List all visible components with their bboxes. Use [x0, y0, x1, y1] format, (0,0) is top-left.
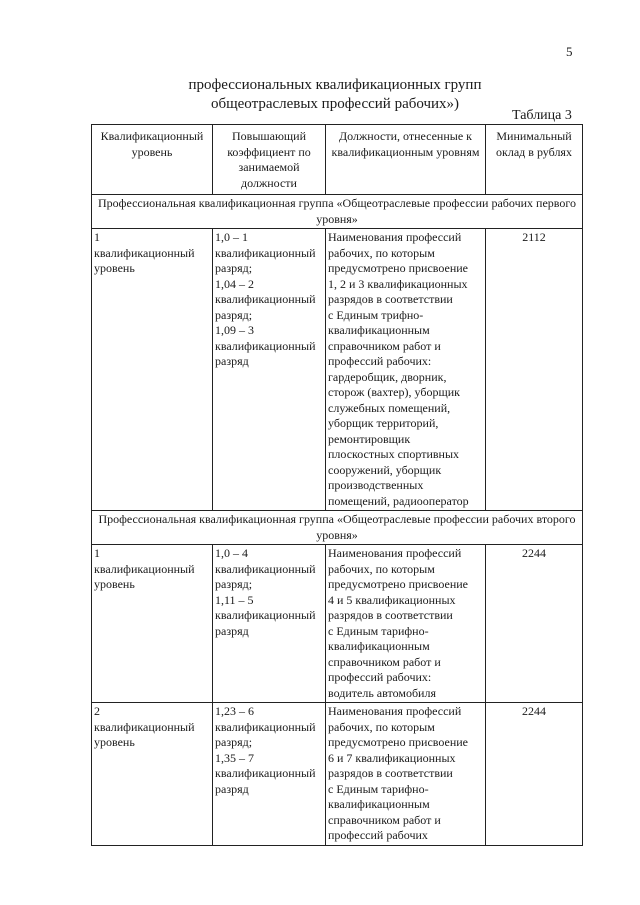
heading-line-1: профессиональных квалификационных групп [188, 77, 482, 93]
coefficient-text-line: квалификационный [215, 245, 316, 260]
coefficient-text-line: 1,23 – 6 [215, 704, 254, 718]
positions-text-line: 6 и 7 квалификационных [328, 750, 456, 765]
coefficient-text-line: квалификационный [215, 338, 316, 353]
positions-text-line: справочником работ и [328, 338, 441, 353]
coefficient-text-line: разряд [215, 623, 249, 638]
column-header-salary: Минимальный оклад в рублях [486, 125, 583, 195]
level-text-line: 2 [94, 704, 100, 718]
column-header-coefficient: Повышающий коэффициент по занимаемой должности [213, 125, 326, 195]
positions-text-line: квалификационным [328, 639, 430, 653]
positions-text-line: профессий рабочих: [328, 670, 432, 684]
qualification-level-cell [92, 229, 213, 511]
positions-text-line: с Единым трифно- [328, 307, 424, 322]
salary-table [91, 124, 583, 846]
table-caption: Таблица 3 [512, 108, 572, 123]
group-title: Профессиональная квалификационная группа «Общеотраслевые профессии рабочих первого уровня» [92, 195, 583, 229]
positions-text-line: Наименования профессий [328, 230, 462, 244]
positions-text-line: Наименования профессий [328, 704, 462, 718]
coefficient-text-line: 1,04 – 2 [215, 276, 254, 291]
positions-text-line: предусмотрено присвоение [328, 577, 468, 591]
page-number: 5 [566, 44, 573, 59]
level-text-line: уровень [94, 261, 135, 275]
positions-text-line: 1, 2 и 3 квалификационных [328, 276, 468, 291]
coefficient-text-line: 1,11 – 5 [215, 592, 254, 607]
column-header-positions: Должности, отнесенные к квалификационным уровням [326, 125, 486, 195]
coefficient-text-line: разряд; [215, 307, 253, 322]
positions-text-line: сооружений, уборщик [328, 462, 442, 477]
coefficient-text-line: разряд; [215, 735, 253, 749]
positions-text-line: сторож (вахтер), уборщик [328, 385, 460, 399]
level-text-line: квалификационный [94, 245, 195, 260]
coefficient-text-line: разряд; [215, 577, 253, 591]
minimum-salary-cell: 2112 [486, 229, 583, 511]
level-text-line: квалификационный [94, 719, 195, 734]
level-text-line: квалификационный [94, 561, 195, 576]
positions-cell [326, 703, 486, 846]
positions-text-line: ремонтировщик [328, 431, 411, 446]
coefficient-text-line: разряд; [215, 261, 253, 275]
minimum-salary-cell: 2244 [486, 703, 583, 846]
positions-text-line: квалификационным [328, 323, 430, 337]
group-title-row [92, 511, 583, 545]
level-text-line: 1 [94, 546, 100, 560]
positions-text-line: рабочих, по которым [328, 719, 435, 734]
positions-text-line: рабочих, по которым [328, 561, 435, 576]
coefficient-text-line: квалификационный [215, 608, 316, 622]
positions-text-line: помещений, радиооператор [328, 493, 469, 508]
positions-text-line: 4 и 5 квалификационных [328, 592, 456, 607]
positions-text-line: разрядов в соответствии [328, 292, 453, 306]
table-row [92, 229, 583, 511]
qualification-level-cell [92, 545, 213, 703]
coefficient-text-line: 1,0 – 1 [215, 230, 248, 244]
positions-text-line: квалификационным [328, 797, 430, 811]
positions-text-line: разрядов в соответствии [328, 608, 453, 622]
positions-text-line: производственных [328, 478, 424, 492]
positions-text-line: профессий рабочих: [328, 354, 432, 368]
positions-text-line: с Единым тарифно- [328, 781, 429, 796]
positions-text-line: плоскостных спортивных [328, 447, 460, 461]
table-row [92, 703, 583, 846]
positions-text-line: гардеробщик, дворник, [328, 369, 447, 384]
level-text-line: 1 [94, 230, 100, 244]
table-header-row [92, 125, 583, 195]
positions-text-line: уборщик территорий, [328, 416, 439, 430]
positions-text-line: справочником работ и [328, 812, 441, 827]
coefficient-text-line: квалификационный [215, 292, 316, 306]
coefficient-text-line: квалификационный [215, 719, 316, 734]
positions-cell [326, 229, 486, 511]
positions-text-line: рабочих, по которым [328, 245, 435, 260]
coefficient-cell [213, 703, 326, 846]
group-title: Профессиональная квалификационная группа «Общеотраслевые профессии рабочих второго уровня» [92, 511, 583, 545]
minimum-salary-cell: 2244 [486, 545, 583, 703]
coefficient-text-line: 1,0 – 4 [215, 546, 248, 560]
table-row [92, 545, 583, 703]
positions-text-line: с Единым тарифно- [328, 623, 429, 638]
positions-text-line: водитель автомобиля [328, 685, 436, 700]
positions-text-line: профессий рабочих [328, 828, 428, 842]
coefficient-text-line: разряд [215, 354, 249, 368]
coefficient-text-line: квалификационный [215, 766, 316, 780]
group-title-row [92, 195, 583, 229]
positions-text-line: предусмотрено присвоение [328, 261, 468, 275]
positions-text-line: служебных помещений, [328, 400, 451, 415]
coefficient-text-line: 1,09 – 3 [215, 323, 254, 337]
positions-cell [326, 545, 486, 703]
level-text-line: уровень [94, 735, 135, 749]
positions-text-line: предусмотрено присвоение [328, 735, 468, 749]
coefficient-cell [213, 545, 326, 703]
column-header-level: Квалификационный уровень [92, 125, 213, 195]
heading-line-2: общеотраслевых профессий рабочих») [210, 96, 460, 112]
positions-text-line: Наименования профессий [328, 546, 462, 560]
coefficient-cell [213, 229, 326, 511]
coefficient-text-line: разряд [215, 781, 249, 796]
positions-text-line: разрядов в соответствии [328, 766, 453, 780]
coefficient-text-line: 1,35 – 7 [215, 750, 254, 765]
positions-text-line: справочником работ и [328, 654, 441, 669]
qualification-level-cell [92, 703, 213, 846]
coefficient-text-line: квалификационный [215, 561, 316, 576]
level-text-line: уровень [94, 577, 135, 591]
